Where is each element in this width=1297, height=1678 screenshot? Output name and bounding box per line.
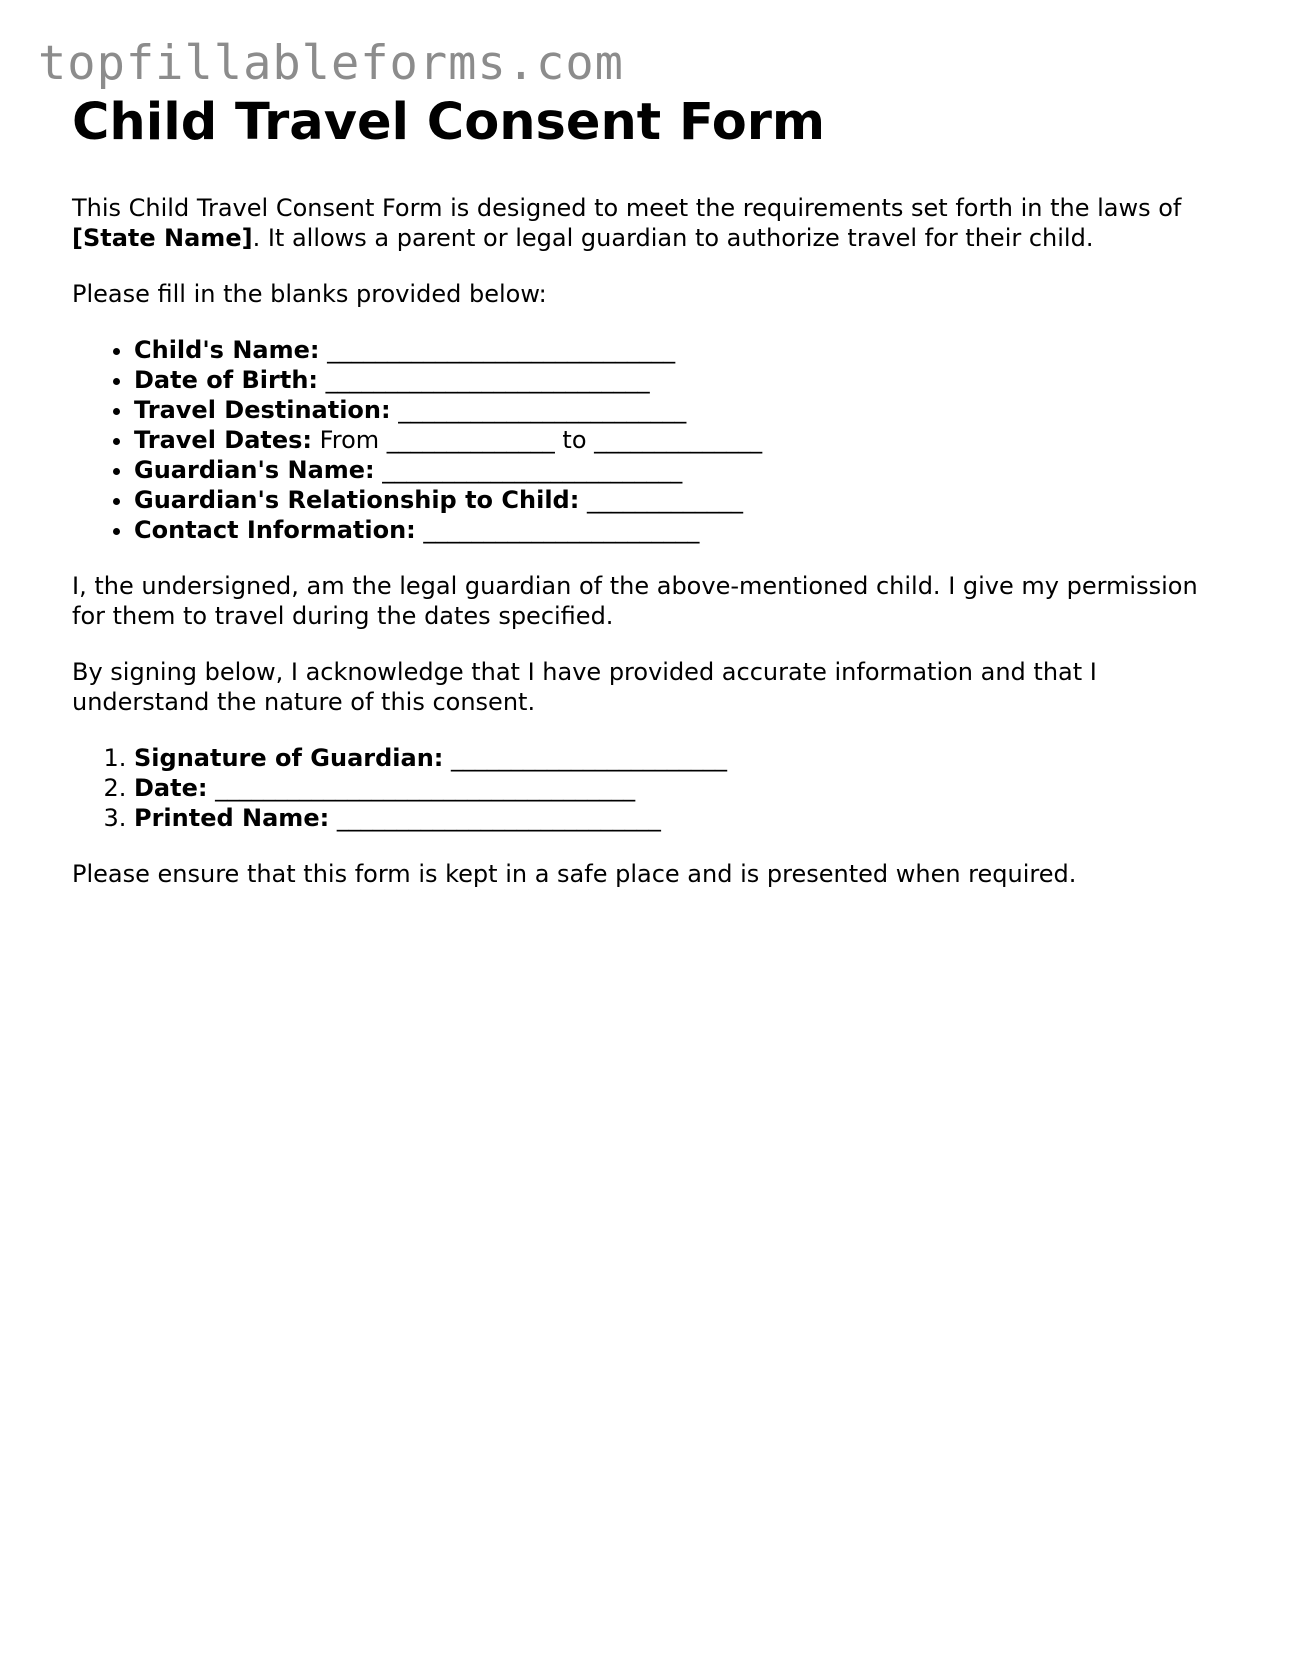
field-label: Travel Destination: (134, 396, 391, 424)
signature-guardian-blank[interactable]: _______________________ (451, 744, 728, 772)
contact-information-blank[interactable]: _______________________ (423, 516, 700, 544)
state-name-placeholder: [State Name] (72, 224, 253, 252)
childs-name-blank[interactable]: _____________________________ (327, 336, 676, 364)
signature-guardian (134, 743, 1232, 773)
printed-name-blank[interactable]: ___________________________ (336, 804, 661, 832)
signature-printed-name (134, 803, 1232, 833)
page-title: Child Travel Consent Form (72, 93, 826, 152)
travel-from-blank[interactable]: ______________ (386, 426, 555, 454)
guardian-relationship-blank[interactable]: _____________ (586, 486, 743, 514)
declaration-paragraph: I, the undersigned, am the legal guardian of the above-mentioned child. I give my permission for them to travel during the dates specified. (72, 572, 1198, 630)
field-travel-destination (134, 395, 1232, 425)
travel-destination-blank[interactable]: ________________________ (398, 396, 687, 424)
field-contact-information (134, 515, 1232, 545)
instruction-text: Please fill in the blanks provided below: (72, 280, 547, 308)
signature-label: Printed Name: (134, 804, 330, 832)
signature-date-blank[interactable]: ___________________________________ (215, 774, 636, 802)
intro-text-1: This Child Travel Consent Form is designed to meet the requirements set forth in the laws of (72, 194, 1182, 222)
details-list (72, 335, 1232, 545)
intro-paragraph (72, 193, 1232, 253)
signature-date (134, 773, 1232, 803)
field-label: Contact Information: (134, 516, 416, 544)
from-text: From (319, 426, 380, 454)
signature-label: Signature of Guardian: (134, 744, 444, 772)
form-page (72, 92, 1232, 889)
signature-list (72, 743, 1232, 833)
signature-label: Date: (134, 774, 208, 802)
field-guardians-name (134, 455, 1232, 485)
date-of-birth-blank[interactable]: ___________________________ (325, 366, 650, 394)
field-label: Guardian's Relationship to Child: (134, 486, 580, 514)
to-text: to (562, 426, 587, 454)
field-childs-name (134, 335, 1232, 365)
field-label: Child's Name: (134, 336, 320, 364)
acknowledgement-paragraph: By signing below, I acknowledge that I have provided accurate information and that I understand the nature of this consent. (72, 658, 1097, 716)
guardians-name-blank[interactable]: _________________________ (382, 456, 683, 484)
field-guardian-relationship (134, 485, 1232, 515)
field-travel-dates (134, 425, 1232, 455)
travel-to-blank[interactable]: ______________ (594, 426, 763, 454)
intro-text-2: . It allows a parent or legal guardian to authorize travel for their child. (252, 224, 1094, 252)
field-date-of-birth (134, 365, 1232, 395)
closing-paragraph: Please ensure that this form is kept in a safe place and is presented when required. (72, 860, 1077, 888)
watermark: topfillableforms.com (38, 36, 624, 91)
field-label: Date of Birth: (134, 366, 319, 394)
field-label: Travel Dates: (134, 426, 313, 454)
field-label: Guardian's Name: (134, 456, 375, 484)
